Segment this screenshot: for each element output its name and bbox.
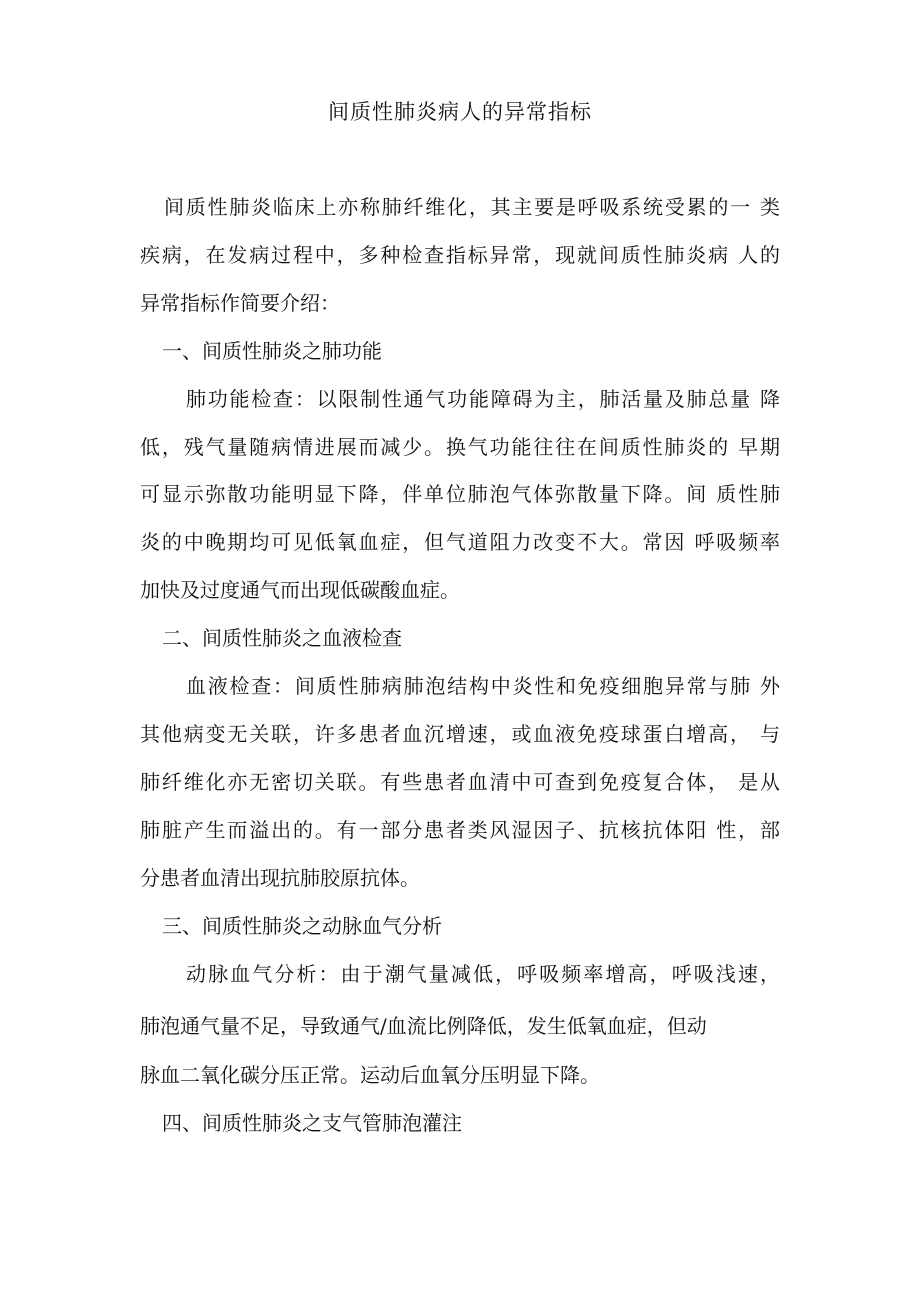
section-1-line-2: 低，残气量随病情进展而减少。换气功能往往在间质性肺炎的 早期 (140, 435, 780, 459)
section-1-heading: 一、间质性肺炎之肺功能 (162, 339, 382, 363)
section-1-line-3: 可显示弥散功能明显下降，伴单位肺泡气体弥散量下降。间 质性肺 (140, 482, 780, 506)
section-2-line-3: 肺纤维化亦无密切关联。有些患者血清中可查到免疫复合体， 是从 (140, 770, 780, 794)
section-3-line-3: 脉血二氧化碳分压正常。运动后血氧分压明显下降。 (140, 1063, 600, 1087)
section-1-line-1: 肺功能检查：以限制性通气功能障碍为主，肺活量及肺总量 降 (186, 387, 780, 411)
intro-line-1: 间质性肺炎临床上亦称肺纤维化，其主要是呼吸系统受累的一 类 (164, 195, 780, 219)
section-1-line-5: 加快及过度通气而出现低碳酸血症。 (140, 578, 460, 602)
section-2-heading: 二、间质性肺炎之血液检查 (162, 626, 402, 650)
section-1-line-4: 炎的中晚期均可见低氧血症，但气道阻力改变不大。常因 呼吸频率 (140, 530, 780, 554)
section-3-line-2: 肺泡通气量不足，导致通气/血流比例降低，发生低氧血症，但动 (140, 1014, 707, 1038)
document-title: 间质性肺炎病人的异常指标 (328, 100, 592, 124)
section-2-line-5: 分患者血清出现抗肺胶原抗体。 (140, 866, 420, 890)
section-4-heading: 四、间质性肺炎之支气管肺泡灌注 (162, 1111, 462, 1135)
section-2-line-1: 血液检查：间质性肺病肺泡结构中炎性和免疫细胞异常与肺 外 (186, 674, 780, 698)
section-2-line-4: 肺脏产生而溢出的。有一部分患者类风湿因子、抗核抗体阳 性，部 (140, 818, 780, 842)
section-2-line-2: 其他病变无关联，许多患者血沉增速，或血液免疫球蛋白增高， 与 (140, 722, 780, 746)
intro-line-3: 异常指标作简要介绍： (140, 291, 340, 315)
intro-line-2: 疾病，在发病过程中，多种检查指标异常，现就间质性肺炎病 人的 (140, 243, 780, 267)
section-3-line-1: 动脉血气分析：由于潮气量减低，呼吸频率增高，呼吸浅速， (186, 962, 780, 986)
section-3-heading: 三、间质性肺炎之动脉血气分析 (162, 914, 442, 938)
